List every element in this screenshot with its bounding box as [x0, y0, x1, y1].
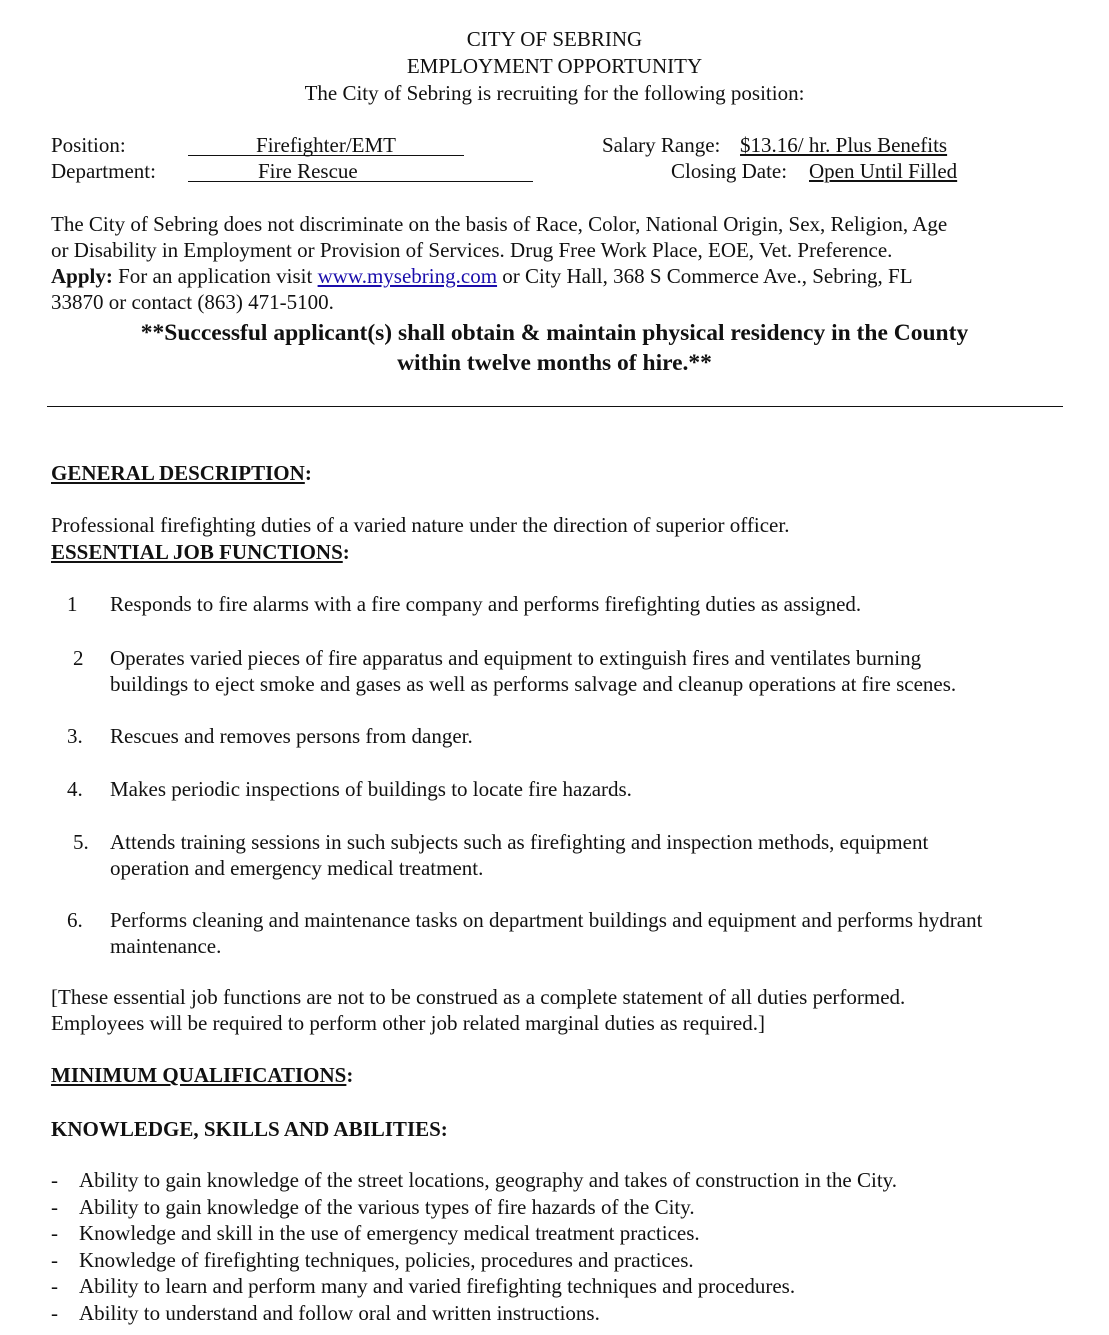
bullet-dash: -	[51, 1221, 58, 1245]
minimum-qualifications-title: MINIMUM QUALIFICATIONS	[51, 1063, 347, 1087]
function-text-continued: operation and emergency medical treatment.	[110, 856, 484, 880]
ksa-heading: KNOWLEDGE, SKILLS AND ABILITIES:	[51, 1117, 448, 1141]
ksa-item: Ability to learn and perform many and varied firefighting techniques and procedures.	[79, 1274, 796, 1298]
department-underline	[188, 181, 533, 182]
essential-functions-title: ESSENTIAL JOB FUNCTIONS	[51, 540, 343, 564]
minimum-qualifications-colon: :	[346, 1063, 354, 1087]
salary-value: $13.16/ hr. Plus Benefits	[740, 133, 948, 157]
function-number: 3.	[67, 724, 83, 748]
city-name: CITY OF SEBRING	[466, 27, 643, 51]
closing-date-value: Open Until Filled	[809, 159, 958, 183]
website-link[interactable]: www.mysebring.com	[317, 264, 498, 288]
functions-note-line-2: Employees will be required to perform other job related marginal duties as required.]	[51, 1011, 765, 1035]
policy-line-2: or Disability in Employment or Provision of Services. Drug Free Work Place, EOE, Vet. Preference.	[51, 238, 893, 262]
apply-label: Apply:	[51, 264, 113, 288]
closing-date-label: Closing Date:	[671, 159, 788, 183]
residency-line-1: **Successful applicant(s) shall obtain & maintain physical residency in the County	[140, 320, 969, 346]
function-text: Makes periodic inspections of buildings to locate fire hazards.	[110, 777, 632, 801]
general-description-text: Professional firefighting duties of a varied nature under the direction of superior officer.	[51, 513, 790, 537]
position-value: Firefighter/EMT	[256, 133, 396, 157]
ksa-item: Ability to gain knowledge of the various types of fire hazards of the City.	[79, 1195, 695, 1219]
function-number: 1	[67, 592, 78, 616]
bullet-dash: -	[51, 1248, 58, 1272]
function-text: Rescues and removes persons from danger.	[110, 724, 473, 748]
function-number: 5.	[73, 830, 89, 854]
minimum-qualifications-heading	[51, 1062, 353, 1088]
apply-post-text: or City Hall, 368 S Commerce Ave., Sebring, FL	[497, 264, 913, 288]
general-description-colon: :	[304, 461, 312, 485]
position-label: Position:	[51, 133, 126, 157]
bullet-dash: -	[51, 1168, 58, 1192]
function-text: Attends training sessions in such subjects such as firefighting and inspection methods, equipment	[110, 830, 929, 854]
department-label: Department:	[51, 159, 156, 183]
functions-note-line-1: [These essential job functions are not to be construed as a complete statement of all duties performed.	[51, 985, 906, 1009]
function-text: Performs cleaning and maintenance tasks on department buildings and equipment and performs hydrant	[110, 908, 983, 932]
document-title: EMPLOYMENT OPPORTUNITY	[406, 54, 703, 78]
ksa-item: Ability to gain knowledge of the street locations, geography and takes of construction in the City.	[79, 1168, 898, 1192]
ksa-item: Knowledge of firefighting techniques, policies, procedures and practices.	[79, 1248, 694, 1272]
function-text-continued: maintenance.	[110, 934, 222, 958]
essential-functions-heading	[51, 539, 350, 565]
residency-line-2: within twelve months of hire.**	[397, 350, 712, 376]
essential-functions-colon: :	[342, 540, 350, 564]
bullet-dash: -	[51, 1301, 58, 1325]
function-text: Operates varied pieces of fire apparatus and equipment to extinguish fires and ventilates burning	[110, 646, 922, 670]
policy-line-4: 33870 or contact (863) 471-5100.	[51, 290, 334, 314]
section-divider	[47, 406, 1063, 407]
policy-line-1: The City of Sebring does not discriminate on the basis of Race, Color, National Origin, Sex, Religion, Age	[51, 212, 948, 236]
function-text-continued: buildings to eject smoke and gases as well as performs salvage and cleanup operations at fire scenes.	[110, 672, 957, 696]
function-number: 4.	[67, 777, 83, 801]
apply-pre-text: For an application visit	[112, 264, 318, 288]
salary-label: Salary Range:	[602, 133, 721, 157]
position-underline	[188, 155, 464, 156]
department-value: Fire Rescue	[258, 159, 358, 183]
general-description-title: GENERAL DESCRIPTION	[51, 461, 305, 485]
function-number: 6.	[67, 908, 83, 932]
function-text: Responds to fire alarms with a fire company and performs firefighting duties as assigned.	[110, 592, 862, 616]
intro-text: The City of Sebring is recruiting for the following position:	[304, 81, 805, 105]
function-number: 2	[73, 646, 84, 670]
ksa-item: Knowledge and skill in the use of emergency medical treatment practices.	[79, 1221, 700, 1245]
apply-line	[51, 263, 913, 289]
bullet-dash: -	[51, 1195, 58, 1219]
general-description-heading	[51, 460, 312, 486]
bullet-dash: -	[51, 1274, 58, 1298]
ksa-item: Ability to understand and follow oral and written instructions.	[79, 1301, 600, 1325]
